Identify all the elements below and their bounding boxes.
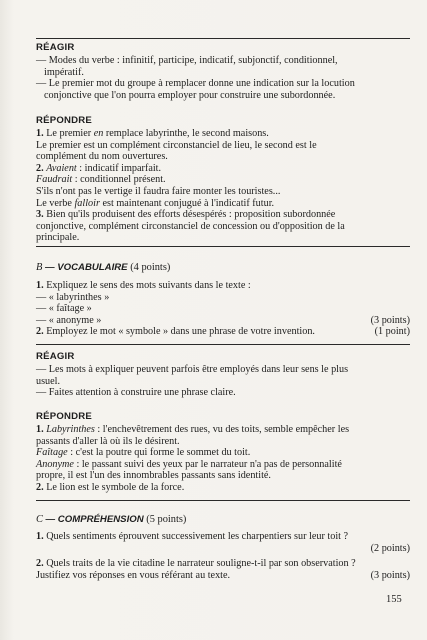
text-line — [36, 447, 410, 459]
answer-item — [36, 128, 410, 140]
italic-word: Faudrait — [36, 174, 73, 186]
reagir-heading: RÉAGIR — [36, 42, 75, 53]
top-rule — [36, 38, 410, 39]
vocabulaire-heading — [36, 262, 170, 273]
section-points: (5 points) — [146, 514, 187, 525]
text-line — [36, 198, 410, 210]
italic-word: falloir — [74, 197, 100, 209]
question — [36, 558, 410, 570]
text-span: : le passant suivi des yeux par le narrateur n'a pas de personnalité — [76, 458, 342, 470]
question — [36, 531, 410, 543]
section-rule — [36, 246, 410, 247]
word-item: — « labyrinthes » — [36, 291, 110, 303]
text-span: Expliquez le sens des mots suivants dans le texte : — [46, 280, 251, 291]
repondre-text — [36, 128, 410, 244]
section-letter: B — [36, 262, 43, 273]
word-item: — « faîtage » — [36, 303, 92, 315]
text-line: — Faites attention à construire une phrase claire. — [36, 387, 236, 399]
section-points: (4 points) — [130, 262, 171, 273]
section-letter: C — [36, 514, 43, 525]
repondre-heading: RÉPONDRE — [36, 115, 92, 126]
reagir-heading: RÉAGIR — [36, 351, 75, 362]
repondre-text — [36, 424, 410, 494]
points-label: (3 points) — [370, 314, 410, 326]
item-number: 2. — [36, 326, 44, 338]
text-span: est maintenant conjugué à l'indicatif futur. — [102, 197, 275, 209]
section-title: — COMPRÉHENSION — [45, 514, 144, 525]
question — [36, 326, 410, 338]
points-label: (1 point) — [374, 326, 410, 338]
italic-word: en — [93, 128, 104, 139]
italic-word: Faîtage — [36, 447, 68, 459]
page-number: 155 — [386, 594, 402, 605]
reagir-text — [36, 55, 410, 101]
italic-word: Anonyme — [36, 458, 74, 470]
repondre-heading: RÉPONDRE — [36, 411, 92, 422]
question — [36, 280, 410, 292]
text-span: — « anonyme » — [36, 314, 102, 326]
text-line: complément du nom ouvertures. — [36, 151, 168, 163]
text-span: Le lion est le symbole de la force. — [46, 481, 185, 493]
text-line: passants d'aller là où ils le désirent. — [36, 435, 180, 447]
comprehension-heading — [36, 514, 186, 525]
item-number: 3. — [36, 209, 44, 221]
text-span: : conditionnel présent. — [74, 174, 166, 186]
reagir-text — [36, 364, 410, 399]
text-span: Justifiez vos réponses en vous référant au texte. — [36, 569, 231, 581]
answer-item — [36, 424, 410, 436]
points-label: (2 points) — [370, 542, 410, 554]
text-line: — Le premier mot du groupe à remplacer donne une indication sur la locution — [36, 78, 355, 90]
text-span: Le verbe — [36, 197, 72, 209]
item-number: 2. — [36, 558, 44, 570]
text-span: Bien qu'ils produisent des efforts désespérés : proposition subordonnée — [46, 209, 336, 221]
text-line — [36, 570, 410, 582]
text-line: Le premier est un complément circonstanciel de lieu, le second est le — [36, 139, 317, 151]
text-span: Quels sentiments éprouvent successivement les charpentiers sur leur toit ? — [46, 531, 349, 542]
section-rule — [36, 500, 410, 501]
text-line: conjonctive que l'on pourra employer pour construire une subordonnée. — [44, 89, 336, 101]
text-span: : indicatif imparfait. — [79, 162, 162, 174]
italic-word: Avaient — [46, 162, 77, 174]
vocabulaire-questions — [36, 280, 410, 338]
text-span: Le premier — [46, 128, 92, 139]
text-line: S'ils n'ont pas le vertige il faudra faire monter les touristes... — [36, 185, 281, 197]
section-rule — [36, 344, 410, 345]
points-label: (3 points) — [370, 569, 410, 581]
text-span: : l'enchevêtrement des rues, vu des toits, semble empêcher les — [97, 424, 350, 435]
item-number: 2. — [36, 481, 44, 493]
item-number: 1. — [36, 128, 44, 139]
word-item — [36, 315, 410, 327]
text-line: impératif. — [44, 66, 84, 78]
text-line: usuel. — [36, 375, 61, 387]
text-span: remplace labyrinthe, le second maisons. — [105, 128, 269, 139]
text-span: : c'est la poutre qui forme le sommet du toit. — [70, 447, 251, 459]
item-number: 1. — [36, 531, 44, 542]
italic-word: Labyrinthes — [46, 424, 95, 435]
answer-item — [36, 209, 410, 221]
text-span: Employez le mot « symbole » dans une phrase de votre invention. — [46, 326, 315, 338]
text-line: propre, il est l'un des innombrables passants sans identité. — [36, 470, 271, 482]
item-number: 1. — [36, 424, 44, 435]
section-title: — VOCABULAIRE — [44, 262, 128, 273]
text-span: Quels traits de la vie citadine le narrateur souligne-t-il par son observation ? — [46, 558, 356, 570]
comprehension-questions — [36, 531, 410, 581]
answer-item — [36, 163, 410, 175]
text-line — [36, 459, 410, 471]
text-line: — Modes du verbe : infinitif, participe, indicatif, subjonctif, conditionnel, — [36, 55, 338, 66]
item-number: 2. — [36, 162, 44, 174]
text-line: — Les mots à expliquer peuvent parfois être employés dans leur sens le plus — [36, 364, 349, 375]
text-line: principale. — [36, 232, 80, 244]
text-line — [36, 174, 410, 186]
item-number: 1. — [36, 280, 44, 291]
text-line: conjonctive, complément circonstanciel de concession ou d'opposition de la — [36, 220, 345, 232]
answer-item — [36, 482, 410, 494]
